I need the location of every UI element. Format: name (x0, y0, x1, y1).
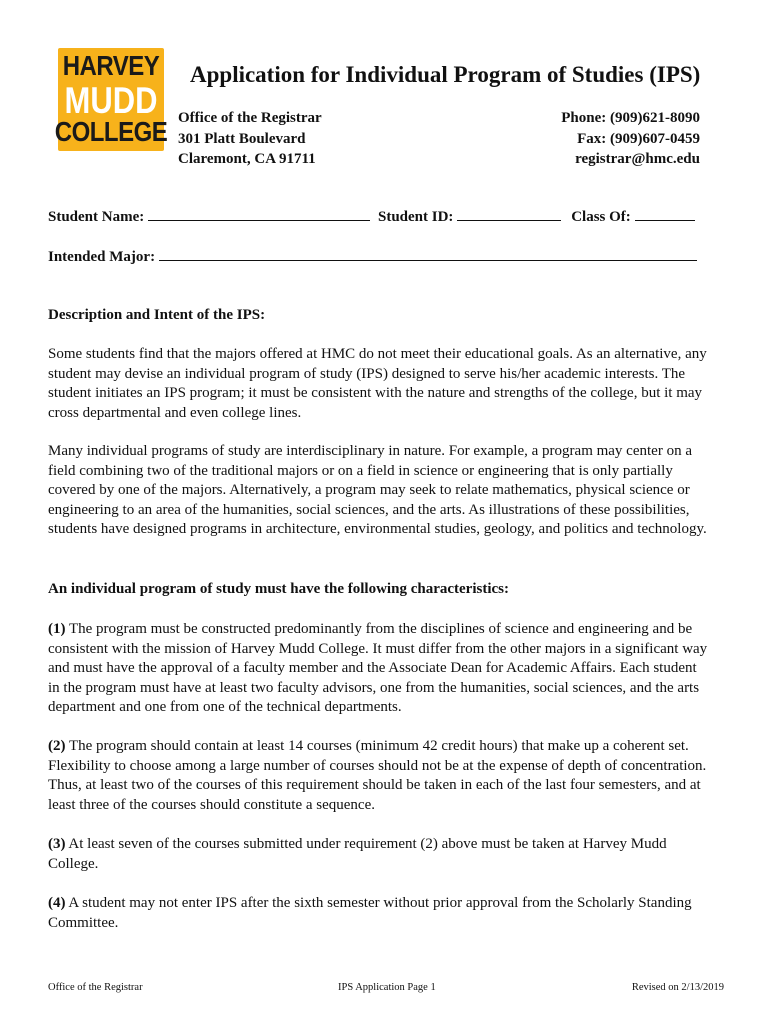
section-heading: An individual program of study must have the following characteristics: (48, 581, 509, 597)
description-heading (48, 306, 708, 326)
phone-text: Phone: (909)621-8090 (561, 110, 700, 126)
item-text: The program should contain at least 14 courses (minimum 42 credit hours) that make up a coherent set. Flexibility to choose among a large number of courses should not be at the expense of depth of concentration. Thus, at least two of the courses of this requirement should be taken in each of the last four semesters, and at least three of the courses should constitute a sequence. (48, 738, 707, 813)
fax-text: Fax: (909)607-0459 (577, 130, 700, 147)
footer-center: IPS Application Page 1 (338, 982, 436, 993)
item-number: (3) (48, 836, 66, 852)
student-name-field[interactable] (148, 206, 370, 221)
intended-major-field[interactable] (159, 246, 697, 261)
address-line: Office of the Registrar (178, 110, 322, 126)
section-heading: Description and Intent of the IPS: (48, 307, 266, 323)
address-line: 301 Platt Boulevard (178, 130, 306, 147)
requirement-1 (48, 620, 708, 718)
college-logo (54, 48, 168, 151)
class-of-field[interactable] (635, 206, 695, 221)
student-id-field[interactable] (457, 206, 561, 221)
intended-major-label: Intended Major: (48, 249, 156, 265)
student-info-row (48, 206, 699, 226)
logo-line-2: MUDD (64, 79, 158, 121)
page-title: Application for Individual Program of Studies (IPS) (190, 62, 701, 87)
paragraph-2 (48, 442, 708, 540)
list-item (48, 835, 708, 874)
requirement-4 (48, 894, 708, 933)
list-item (48, 620, 708, 718)
requirement-3 (48, 835, 708, 874)
student-name-label: Student Name: (48, 209, 145, 225)
email-text: registrar@hmc.edu (575, 151, 700, 167)
characteristics-heading (48, 580, 708, 600)
paragraph-text: Some students find that the majors offered at HMC do not meet their educational goals. As an alternative, any student may devise an individual program of study (IPS) designed to serve his/her academic interests. The student initiates an IPS program; it must be consistent with the nature and strengths of the college, but it may cross departmental and even college lines. (48, 346, 707, 421)
registrar-address (178, 108, 322, 170)
item-number: (2) (48, 738, 66, 754)
student-id-label: Student ID: (378, 209, 454, 225)
intended-major-row (48, 246, 701, 266)
paragraph-text: Many individual programs of study are interdisciplinary in nature. For example, a program may center on a field combining two of the traditional majors or on a field in science or engineering that is only partially covered by one of the majors. Alternatively, a program may seek to relate mathematics, physical science or engineering to an area of the humanities, social sciences, and the arts. As illustrations of these possibilities, students have designed programs in architecture, environmental studies, geology, and politics and technology. (48, 443, 707, 538)
item-text: At least seven of the courses submitted under requirement (2) above must be taken at Harvey Mudd College. (48, 836, 667, 872)
footer-right: Revised on 2/13/2019 (631, 982, 724, 993)
logo-line-1: HARVEY (62, 50, 160, 82)
address-line: Claremont, CA 91711 (178, 151, 316, 167)
logo-line-3: COLLEGE (54, 116, 168, 148)
list-item (48, 737, 708, 815)
paragraph-1 (48, 345, 708, 423)
item-number: (1) (48, 621, 66, 637)
footer-left: Office of the Registrar (48, 982, 143, 993)
item-text: The program must be constructed predominantly from the disciplines of science and engineering and be consistent with the mission of Harvey Mudd College. It must differ from the other majors in a significant way and must have the approval of a faculty member and the Associate Dean for Academic Affairs. Each student in the program must have at least two faculty advisors, one from the humanities, social sciences, and the arts department and one from one of the technical departments. (48, 621, 708, 716)
list-item (48, 894, 708, 933)
requirement-2 (48, 737, 708, 815)
item-number: (4) (48, 895, 66, 911)
registrar-contact (561, 108, 700, 170)
item-text: A student may not enter IPS after the sixth semester without prior approval from the Scholarly Standing Committee. (48, 895, 692, 931)
class-of-label: Class Of: (571, 209, 631, 225)
